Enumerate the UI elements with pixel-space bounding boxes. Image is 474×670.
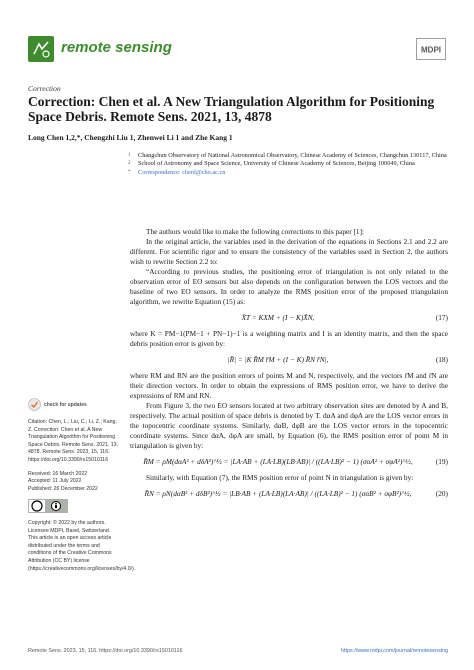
paragraph: The authors would like to make the following corrections to this paper [1]: — [146, 227, 365, 236]
check-updates-icon — [28, 398, 41, 411]
journal-header — [28, 36, 446, 62]
paragraph: where RM and RN are the position errors of points M and N, respectively, and the vectors r̄M and r̄N are their direction vectors. In order to obtain the expressions of RMS position error, we have to derive the expressions of RM and RN. — [130, 371, 448, 400]
check-updates-button[interactable] — [28, 398, 118, 411]
journal-logo-icon — [28, 36, 54, 62]
citation-text: Citation: Chen, L.; Liu, C.; Li, Z.; Kang, Z. Correction: Chen et al. A New Triangulation Algorithm for Positioning Space Debris. Remote Sens. 2021, 13, 4878. Remote Sens. 2023, 15, 116. https://doi.org/10.3390/rs15010116 — [28, 419, 118, 463]
equation-19 — [130, 457, 448, 467]
author-list: Long Chen 1,2,*, Chengzhi Liu 1, Zhenwei Li 1 and Zhe Kang 1 — [28, 133, 233, 142]
equation-18 — [130, 355, 448, 365]
equation-number: (20) — [435, 489, 448, 498]
page-title: Correction: Chen et al. A New Triangulation Algorithm for Positioning Space Debris. Remote Sens. 2021, 13, 4878 — [28, 94, 435, 124]
mdpi-logo-icon — [416, 38, 446, 60]
check-updates-label: check for updates — [44, 401, 87, 408]
article-type: Correction — [28, 84, 61, 93]
publisher-label: MDPI — [421, 45, 441, 55]
affiliation-mark: 1 — [128, 153, 131, 158]
accepted-date: Accepted: 11 July 2022 — [28, 478, 82, 485]
affiliation-text: Changchun Observatory of National Astronomical Observatory, Chinese Academy of Sciences, Changchun 130117, China — [138, 152, 447, 159]
copyright-text: Copyright: © 2022 by the authors. Licensee MDPI, Basel, Switzerland. This article is an open access article distributed under the terms and conditions of the Creative Commons Attribution (CC BY) license (https://creativecommons.org/licenses/by/4.0/). — [28, 519, 136, 572]
equation-number: (19) — [435, 457, 448, 466]
equation-17 — [130, 313, 448, 323]
equation-expression: R̄M = ρM(dαA² + dδA²)^½ = |LA·AB + (LA·LB)(LB·AB)| / ((LA·LB)² − 1) (σαA² + σφA²)^½, — [143, 457, 413, 466]
equation-20 — [130, 489, 448, 499]
affiliation-text: School of Astronomy and Space Science, University of Chinese Academy of Sciences, Beijing 100049, China — [138, 160, 415, 168]
article-sidebar — [28, 398, 136, 579]
date-block — [28, 471, 118, 494]
journal-url-link[interactable]: https://www.mdpi.com/journal/remotesensing — [341, 648, 448, 654]
affiliation-mark: 2 — [128, 161, 131, 167]
affiliations — [128, 152, 448, 177]
affiliation-item — [128, 160, 448, 168]
published-date: Published: 26 December 2022 — [28, 485, 98, 492]
journal-name: remote sensing — [61, 39, 172, 56]
paragraph: “According to previous studies, the positioning error of triangulation is not only related to the observation error of EO sensors but also depends on the configuration between the LOS vectors and the baseline of two EO sensors. In order to analyze the RMS position error of the proposed triangulation algorithm, we rewrite Equation (15) as: — [130, 267, 448, 306]
paragraph: In the original article, the variables used in the derivation of the equations in Sections 2.1 and 2.2 are different. For scientific rigor and to ensure the consistency of the variables used in Section 2, the authors wish to rewrite Section 2.2 to: — [130, 237, 448, 266]
article-body — [130, 227, 448, 505]
cc-by-license-icon[interactable] — [28, 499, 68, 513]
equation-expression: X̂T = KXM + (I − K)X̂N, — [241, 313, 315, 322]
paragraph: Similarly, with Equation (7), the RMS position error of point N in triangulation is given by: — [146, 473, 414, 482]
equation-expression: R̄N = ρN(dαB² + dδB²)^½ = |LB·AB + (LA·LB)(LA·AB)| / ((LA·LB)² − 1) (σαB² + σφB²)^½, — [144, 489, 412, 498]
equation-number: (18) — [435, 355, 448, 364]
footer-citation: Remote Sens. 2023, 15, 116. https://doi.org/10.3390/rs15010116 — [28, 648, 183, 654]
equation-expression: |R̄| = |K R̄M r̄M + (I − K) R̄N r̄N|, — [227, 355, 329, 364]
affiliation-item — [128, 169, 448, 177]
affiliation-mark: * — [128, 169, 131, 175]
paragraph: From Figure 3, the two EO sensors located at two arbitrary observation sites are denoted by A and B, respectively. The actual position of space debris is denoted by T. dαA and dφA are the LOS vector errors in the topocentric coordinate systems. Similarly, dαB, dφB are the LOS vector errors in the topocentric coordinate systems. Since dαA, dφA are small, by Equation (6), the RMS position error of point M in triangulation is given by: — [130, 401, 448, 450]
received-date: Received: 16 March 2022 — [28, 470, 88, 477]
affiliation-item — [128, 152, 448, 160]
paragraph: where K = PM−1(PM−1 + PN−1)−1 is a weighting matrix and I is an identity matrix, and then the space debris position error is given by: — [130, 329, 448, 348]
page-footer — [28, 648, 448, 654]
equation-number: (17) — [435, 313, 448, 322]
correspondence-email[interactable]: Correspondence: chenl@cho.ac.cn — [138, 168, 226, 176]
